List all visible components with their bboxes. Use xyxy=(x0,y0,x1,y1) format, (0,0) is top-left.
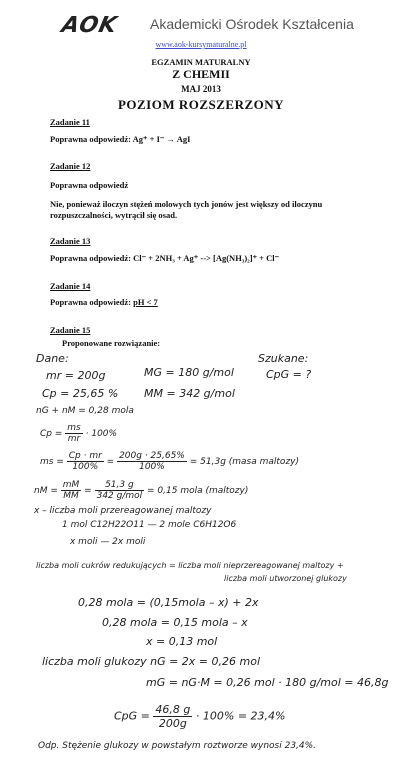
cp-formula: Cp = $\frac{ms}{mr}$ · 100% xyxy=(40,423,118,444)
task-12-answer: Nie, ponieważ iloczyn stężeń molowych tych jonów jest większy od iloczynu rozpuszczalności, wytrącił się osad. xyxy=(50,199,323,220)
task-12-answer-label: Poprawna odpowiedź xyxy=(50,180,129,190)
answer-text: Ag⁺ + I⁻ → AgI xyxy=(132,134,191,144)
given-mr: mr = 200g xyxy=(46,369,106,382)
exam-date: MAJ 2013 xyxy=(181,84,221,94)
answer-label: Poprawna odpowiedź: xyxy=(50,253,131,263)
sought-value: CpG = ? xyxy=(266,368,312,381)
task-15-title: Zadanie 15 xyxy=(50,325,91,335)
task-11-title: Zadanie 11 xyxy=(50,117,90,127)
ms-calculation: ms = $\frac{Cp \cdot mr}{100\%}$ = $\frac{200g \cdot 25,65\%}{100\%}$ = 51,3g (masa maltozy) xyxy=(40,451,300,472)
answer-label: Poprawna odpowiedź: xyxy=(50,297,131,307)
answer-label: Poprawna odpowiedź: xyxy=(50,134,131,144)
x-definition: x – liczba moli przereagowanej maltozy xyxy=(34,506,212,516)
exam-label: EGZAMIN MATURALNY xyxy=(151,57,251,67)
glucose-mass: mG = nG·M = 0,26 mol · 180 g/mol = 46,8g xyxy=(146,676,389,689)
nm-calculation: nM = $\frac{mM}{MM}$ = $\frac{51,3 g}{\text{342 g/mol}}$ = 0,15 mola (maltozy) xyxy=(34,480,249,501)
moles-sum: nG + nM = 0,28 mola xyxy=(36,406,134,416)
task-15-solution-label: Proponowane rozwiązanie: xyxy=(62,338,161,348)
equation-1: 0,28 mola = (0,15mola – x) + 2x xyxy=(78,596,259,609)
page-header xyxy=(0,0,402,36)
given-mass-m: MM = 342 g/mol xyxy=(144,387,235,400)
task-11-answer xyxy=(50,134,190,145)
reducing-sugars-definition-2: liczba moli utworzonej glukozy xyxy=(224,574,347,583)
answer-text: pH < 7 xyxy=(133,297,158,307)
subject-label: Z CHEMII xyxy=(172,67,230,81)
task-13-title: Zadanie 13 xyxy=(50,236,91,246)
org-name: Akademicki Ośrodek Kształcenia xyxy=(150,16,354,32)
task-14-title: Zadanie 14 xyxy=(50,281,91,291)
final-answer: Odp. Stężenie glukozy w powstałym roztworze wynosi 23,4%. xyxy=(38,741,317,751)
reaction-ratio-1: 1 mol C12H22O11 — 2 mole C6H12O6 xyxy=(62,520,237,530)
level-title: POZIOM ROZSZERZONY xyxy=(117,97,285,112)
glucose-moles: liczba moli glukozy nG = 2x = 0,26 mol xyxy=(42,655,261,668)
given-cp: Cp = 25,65 % xyxy=(42,387,119,400)
task-14-answer xyxy=(50,297,158,307)
given-label: Dane: xyxy=(36,352,69,365)
final-concentration: CpG = $\frac{46,8 g}{200g}$ · 100% = 23,4% xyxy=(114,703,286,730)
sought-label: Szukane: xyxy=(258,352,309,365)
answer-text: Cl⁻ + 2NH₃ + Ag⁺ --> [Ag(NH₃)₂]⁺ + Cl⁻ xyxy=(133,253,280,263)
aok-logo: AOK xyxy=(59,13,120,38)
equation-2: 0,28 mola = 0,15 mola – x xyxy=(102,616,248,629)
given-mass-g: MG = 180 g/mol xyxy=(144,366,234,379)
task-13-answer xyxy=(50,253,279,264)
task-12-title: Zadanie 12 xyxy=(50,161,91,171)
website-link[interactable]: www.aok-kursymaturalne.pl xyxy=(155,40,247,49)
equation-3: x = 0,13 mol xyxy=(146,635,218,648)
reaction-ratio-2: x moli — 2x moli xyxy=(70,537,146,547)
reducing-sugars-definition-1: liczba moli cukrów redukujących = liczba moli nieprzereagowanej maltozy + xyxy=(36,561,344,570)
